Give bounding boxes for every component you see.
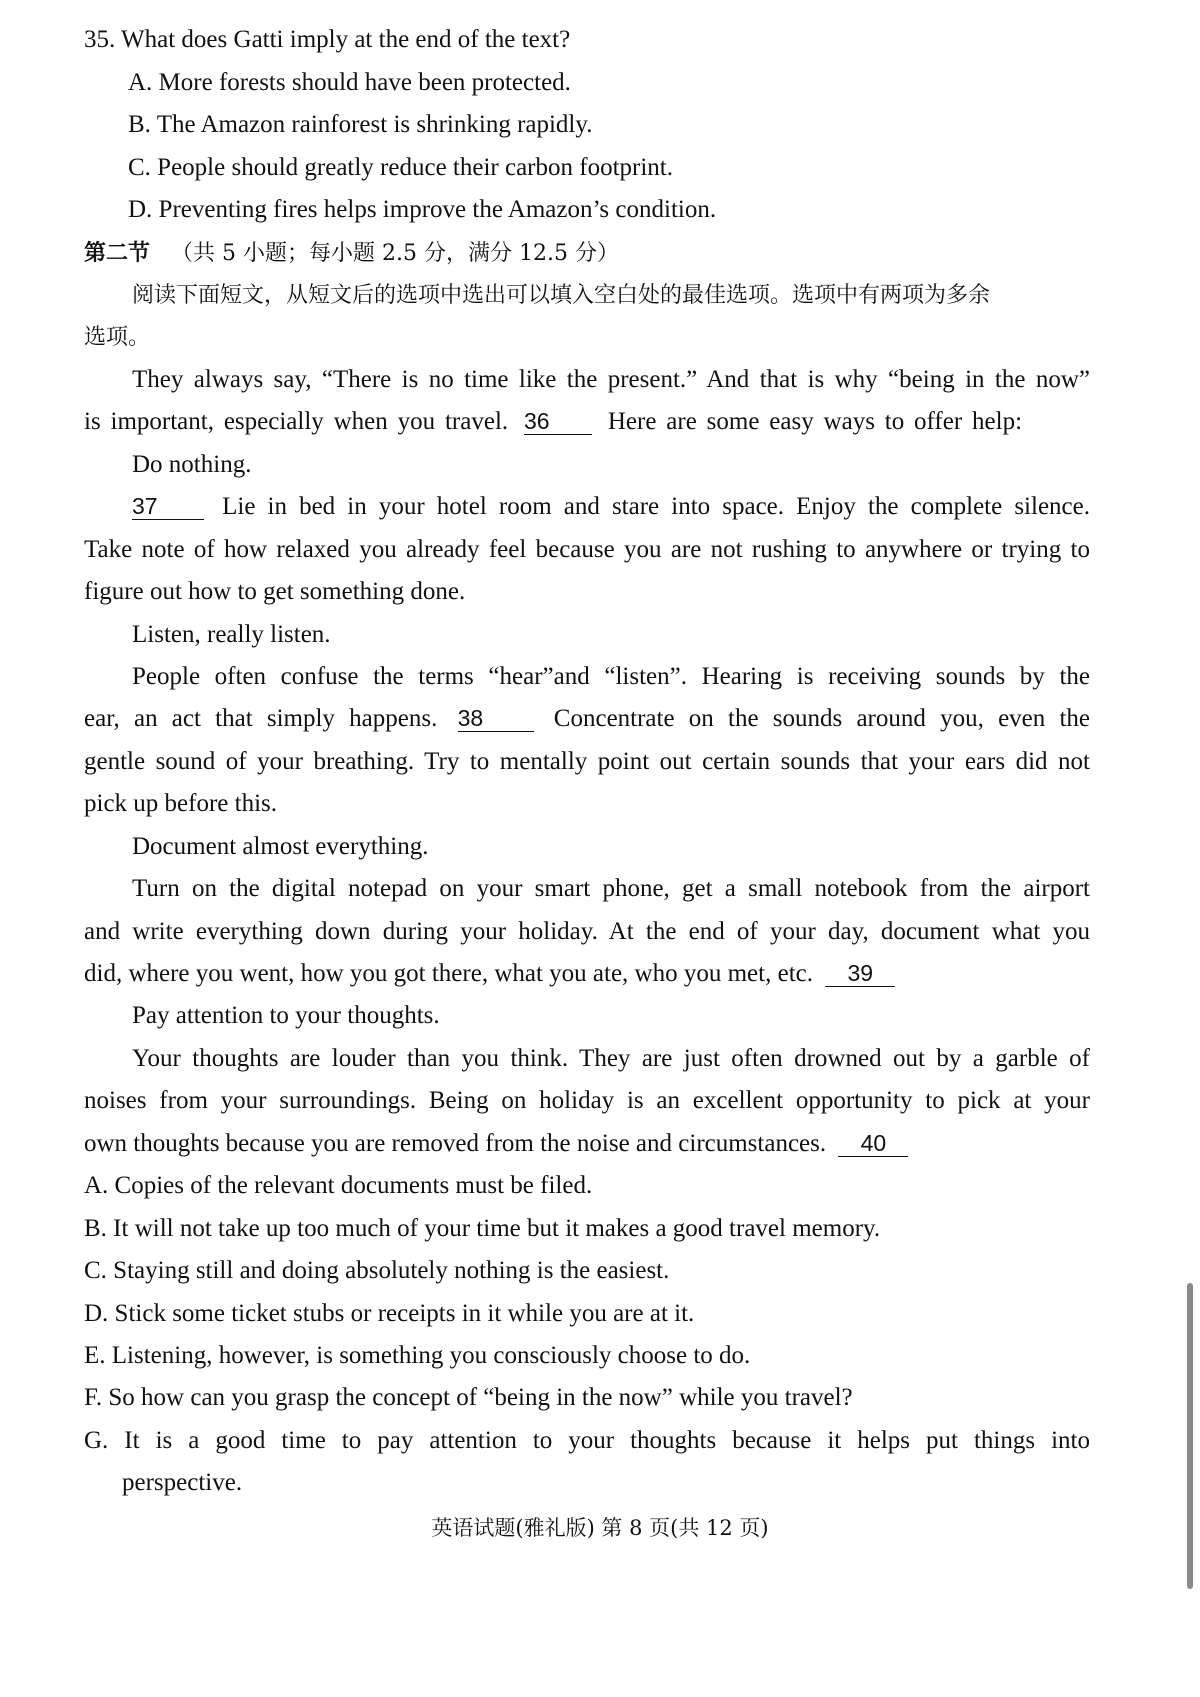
passage-p3-line3: gentle sound of your breathing. Try to mentally point out certain sounds that your ears did not [84, 748, 1090, 775]
passage-p3-line1: People often confuse the terms “hear”and “listen”. Hearing is receiving sounds by the [132, 663, 1090, 690]
passage-p3-line2 [84, 703, 1090, 735]
passage-p2-line1-text: Lie in bed in your hotel room and stare into space. Enjoy the complete silence. [222, 493, 1090, 520]
question-35-option-c: C. People should greatly reduce their carbon footprint. [128, 154, 673, 181]
scrollbar-thumb[interactable] [1187, 1283, 1193, 1589]
passage-p1-line1: They always say, “There is no time like the present.” And that is why “being in the now” [132, 366, 1090, 393]
subheading-do-nothing: Do nothing. [132, 451, 252, 478]
question-35-option-b: B. The Amazon rainforest is shrinking rapidly. [128, 111, 593, 138]
question-35-option-d: D. Preventing fires helps improve the Amazon’s condition. [128, 196, 717, 223]
passage-p3-line4: pick up before this. [84, 790, 278, 817]
section-heading [84, 237, 619, 269]
subheading-document: Document almost everything. [132, 833, 429, 860]
section-title: 第二节 [84, 240, 151, 266]
choice-e: E. Listening, however, is something you consciously choose to do. [84, 1342, 751, 1369]
passage-p2-line2: Take note of how relaxed you already feel because you are not rushing to anywhere or trying to [84, 536, 1090, 563]
question-35-stem: 35. What does Gatti imply at the end of the text? [84, 26, 571, 53]
choice-d: D. Stick some ticket stubs or receipts in it while you are at it. [84, 1300, 695, 1327]
passage-p5-line3-text: own thoughts because you are removed from the noise and circumstances. [84, 1130, 827, 1157]
passage-p5-line3 [84, 1128, 914, 1160]
blank-40: 40 [838, 1130, 908, 1157]
choice-a: A. Copies of the relevant documents must be filed. [84, 1172, 593, 1199]
passage-p1-line2-b: Here are some easy ways to offer help: [607, 408, 1023, 435]
passage-p4-line3-text: did, where you went, how you got there, what you ate, who you met, etc. [84, 960, 813, 987]
subheading-thoughts: Pay attention to your thoughts. [132, 1002, 440, 1029]
passage-p4-line3 [84, 958, 901, 990]
passage-p3-line2-b: Concentrate on the sounds around you, even the [553, 705, 1091, 732]
passage-p1-line2-a: is important, especially when you travel. [84, 408, 509, 435]
passage-p4-line1: Turn on the digital notepad on your smart phone, get a small notebook from the airport [132, 875, 1090, 902]
blank-38: 38 [458, 705, 534, 732]
choice-c: C. Staying still and doing absolutely nothing is the easiest. [84, 1257, 670, 1284]
blank-37: 37 [132, 493, 204, 520]
question-35-option-a: A. More forests should have been protected. [128, 69, 571, 96]
section-instruction-line1: 阅读下面短文，从短文后的选项中选出可以填入空白处的最佳选项。选项中有两项为多余 [132, 283, 991, 308]
passage-p5-line1: Your thoughts are louder than you think. They are just often drowned out by a garble of [132, 1045, 1090, 1072]
passage-p1-line2 [84, 406, 1022, 438]
page-footer: 英语试题(雅礼版) 第 8 页(共 12 页) [431, 1516, 769, 1540]
passage-p2-line3: figure out how to get something done. [84, 578, 466, 605]
section-scoring: （共 5 小题；每小题 2.5 分，满分 12.5 分） [171, 241, 619, 266]
passage-p3-line2-a: ear, an act that simply happens. [84, 705, 438, 732]
blank-36: 36 [524, 408, 592, 435]
passage-p2-line1 [132, 491, 1090, 523]
subheading-listen: Listen, really listen. [132, 621, 331, 648]
passage-p4-line2: and write everything down during your holiday. At the end of your day, document what you [84, 918, 1090, 945]
passage-p5-line2: noises from your surroundings. Being on holiday is an excellent opportunity to pick at your [84, 1087, 1090, 1114]
blank-39: 39 [825, 960, 895, 987]
choice-f: F. So how can you grasp the concept of “being in the now” while you travel? [84, 1384, 853, 1411]
choice-g: G. It is a good time to pay attention to your thoughts because it helps put things into [84, 1427, 1090, 1454]
choice-g-continuation: perspective. [122, 1469, 243, 1496]
choice-b: B. It will not take up too much of your time but it makes a good travel memory. [84, 1215, 881, 1242]
section-instruction-line2: 选项。 [84, 325, 151, 350]
